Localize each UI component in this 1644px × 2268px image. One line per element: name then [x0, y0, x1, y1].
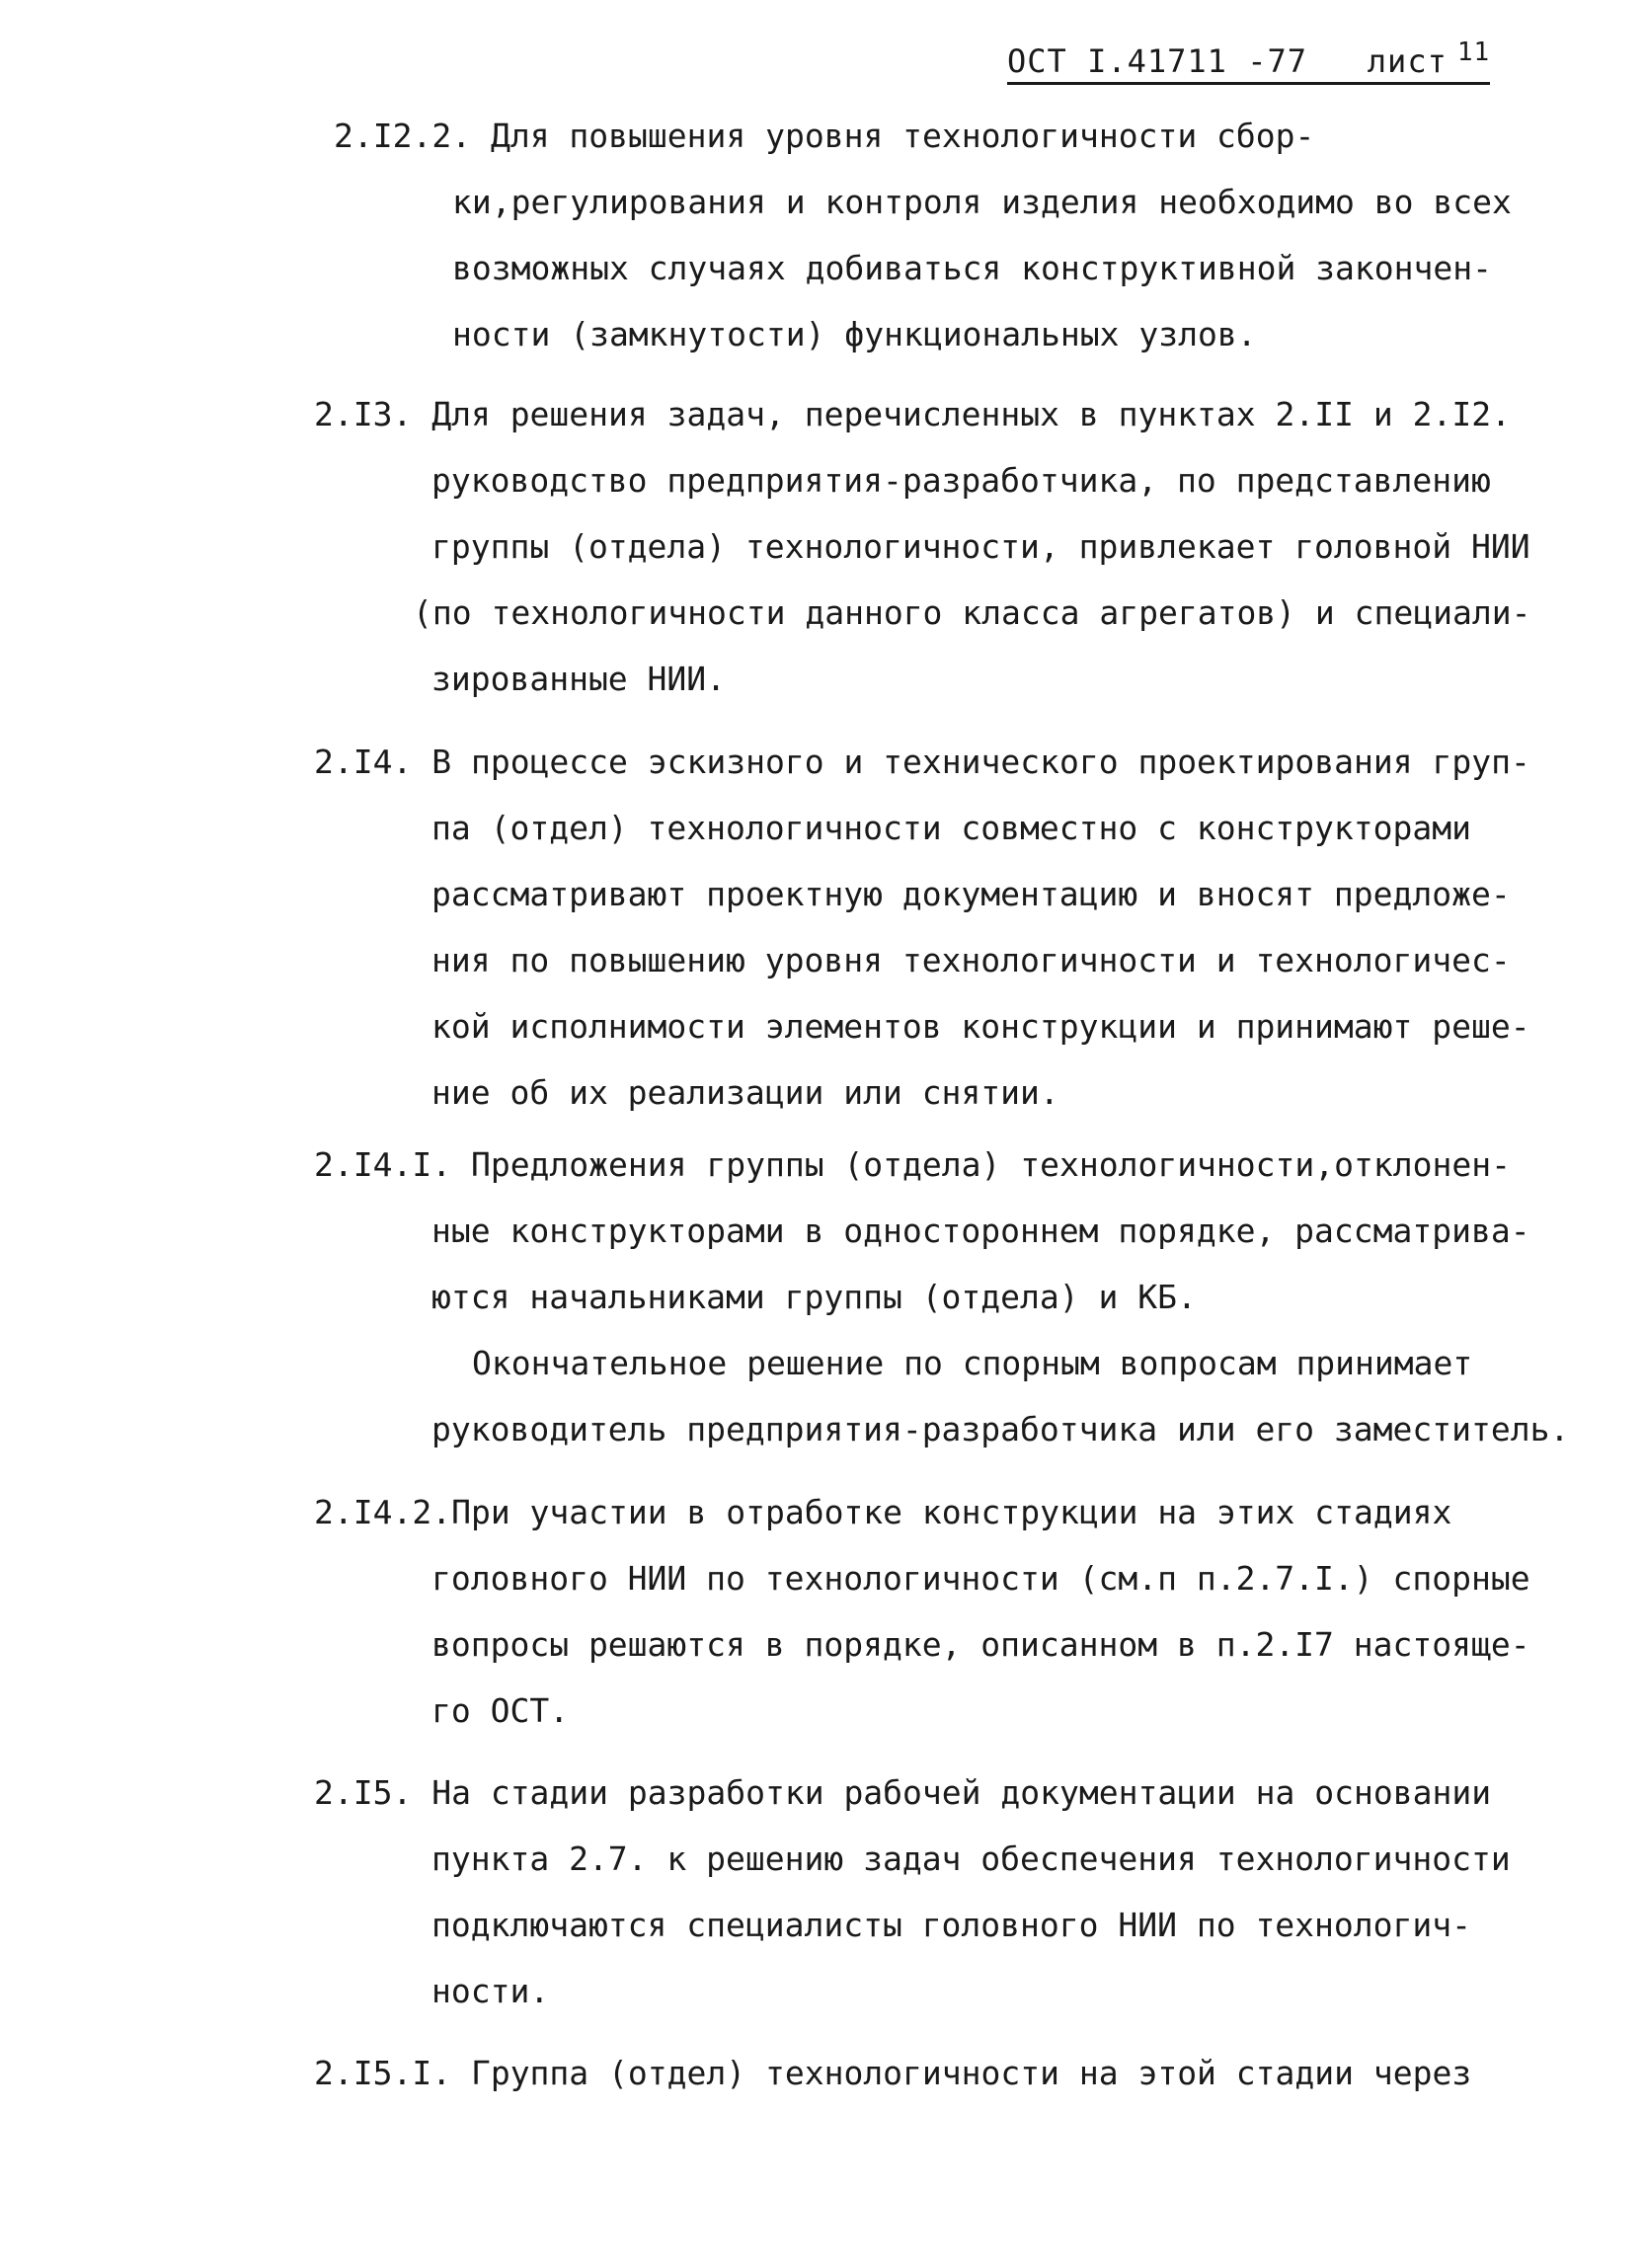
- paragraph-2-14-2-cont: [431, 1545, 1530, 1744]
- page-header: [1007, 38, 1490, 85]
- paragraph-2-15: [314, 1760, 1491, 1826]
- paragraph-line: группы (отдела) технологичности, привлекает головной НИИ: [431, 527, 1530, 566]
- sheet-number: 11: [1456, 38, 1491, 67]
- doc-code: ОСТ I.41711 -77: [1007, 42, 1307, 80]
- paragraph-2-13-cont3: [431, 646, 726, 712]
- paragraph-line: Для повышения уровня технологичности сбор-: [490, 117, 1315, 155]
- paragraph-line: ния по повышению уровня технологичности и технологичес-: [431, 941, 1511, 979]
- paragraph-2-13-cont2: [413, 580, 1530, 646]
- paragraph-line: пункта 2.7. к решению задач обеспечения технологичности: [431, 1839, 1511, 1878]
- paragraph-2-14-cont: [431, 795, 1530, 1126]
- paragraph-line: зированные НИИ.: [431, 660, 727, 698]
- paragraph-number: 2.I4.: [314, 743, 413, 781]
- paragraph-line: возможных случаях добиваться конструктивной закончен-: [452, 249, 1492, 287]
- paragraph-number: 2.I5.: [314, 1773, 413, 1812]
- paragraph-2-13: [314, 381, 1511, 447]
- paragraph-line: руководство предприятия-разработчика, по представлению: [431, 461, 1491, 500]
- paragraph-line: головного НИИ по технологичности (см.п п.2.7.I.) спорные: [431, 1559, 1530, 1598]
- paragraph-line: При участии в отработке конструкции на этих стадиях: [451, 1493, 1452, 1531]
- paragraph-line: Группа (отдел) технологичности на этой стадии через: [470, 2054, 1472, 2092]
- paragraph-2-13-cont: [431, 447, 1530, 580]
- paragraph-2-14-1-indent: [472, 1330, 1472, 1396]
- paragraph-line: На стадии разработки рабочей документации на основании: [431, 1773, 1492, 1812]
- paragraph-number: 2.I5.I.: [314, 2054, 452, 2092]
- paragraph-2-15-1: [314, 2040, 1471, 2106]
- paragraph-2-15-cont: [431, 1826, 1511, 2024]
- paragraph-line: па (отдел) технологичности совместно с конструкторами: [431, 809, 1471, 847]
- paragraph-line: ки,регулирования и контроля изделия необходимо во всех: [452, 183, 1512, 221]
- paragraph-line: Предложения группы (отдела) технологичности,отклонен-: [470, 1145, 1511, 1184]
- paragraph-line: (по технологичности данного класса агрегатов) и специали-: [413, 593, 1531, 632]
- paragraph-line: кой исполнимости элементов конструкции и принимают реше-: [431, 1007, 1530, 1046]
- paragraph-2-12-2-cont: [452, 169, 1512, 367]
- paragraph-number: 2.I4.I.: [314, 1145, 452, 1184]
- paragraph-line: ные конструкторами в одностороннем порядке, рассматрива-: [431, 1212, 1530, 1250]
- paragraph-line: го ОСТ.: [431, 1691, 570, 1730]
- paragraph-2-14: [314, 729, 1530, 795]
- paragraph-line: Окончательное решение по спорным вопросам принимает: [472, 1344, 1473, 1382]
- paragraph-number: 2.I2.2.: [334, 117, 472, 155]
- paragraph-number: 2.I4.2.: [314, 1493, 452, 1531]
- paragraph-2-12-2: [334, 103, 1314, 169]
- paragraph-2-14-2: [314, 1479, 1451, 1545]
- paragraph-line: ются начальниками группы (отдела) и КБ.: [431, 1278, 1197, 1316]
- paragraph-line: вопросы решаются в порядке, описанном в п.2.I7 настояще-: [431, 1625, 1530, 1664]
- paragraph-line: ности.: [431, 1972, 550, 2010]
- paragraph-line: ние об их реализации или снятии.: [431, 1073, 1059, 1112]
- paragraph-line: Для решения задач, перечисленных в пунктах 2.II и 2.I2.: [431, 395, 1511, 433]
- paragraph-line: рассматривают проектную документацию и вносят предложе-: [431, 875, 1511, 913]
- paragraph-2-14-1-cont2: [431, 1396, 1569, 1462]
- sheet-label: лист: [1367, 42, 1448, 80]
- paragraph-line: подключаются специалисты головного НИИ по технологич-: [431, 1906, 1471, 1944]
- paragraph-line: В процессе эскизного и технического проектирования груп-: [431, 743, 1530, 781]
- paragraph-line: ности (замкнутости) функциональных узлов.: [452, 315, 1257, 353]
- paragraph-2-14-1-cont: [431, 1198, 1530, 1330]
- paragraph-2-14-1: [314, 1132, 1511, 1198]
- paragraph-line: руководитель предприятия-разработчика или его заместитель.: [431, 1410, 1570, 1448]
- paragraph-number: 2.I3.: [314, 395, 413, 433]
